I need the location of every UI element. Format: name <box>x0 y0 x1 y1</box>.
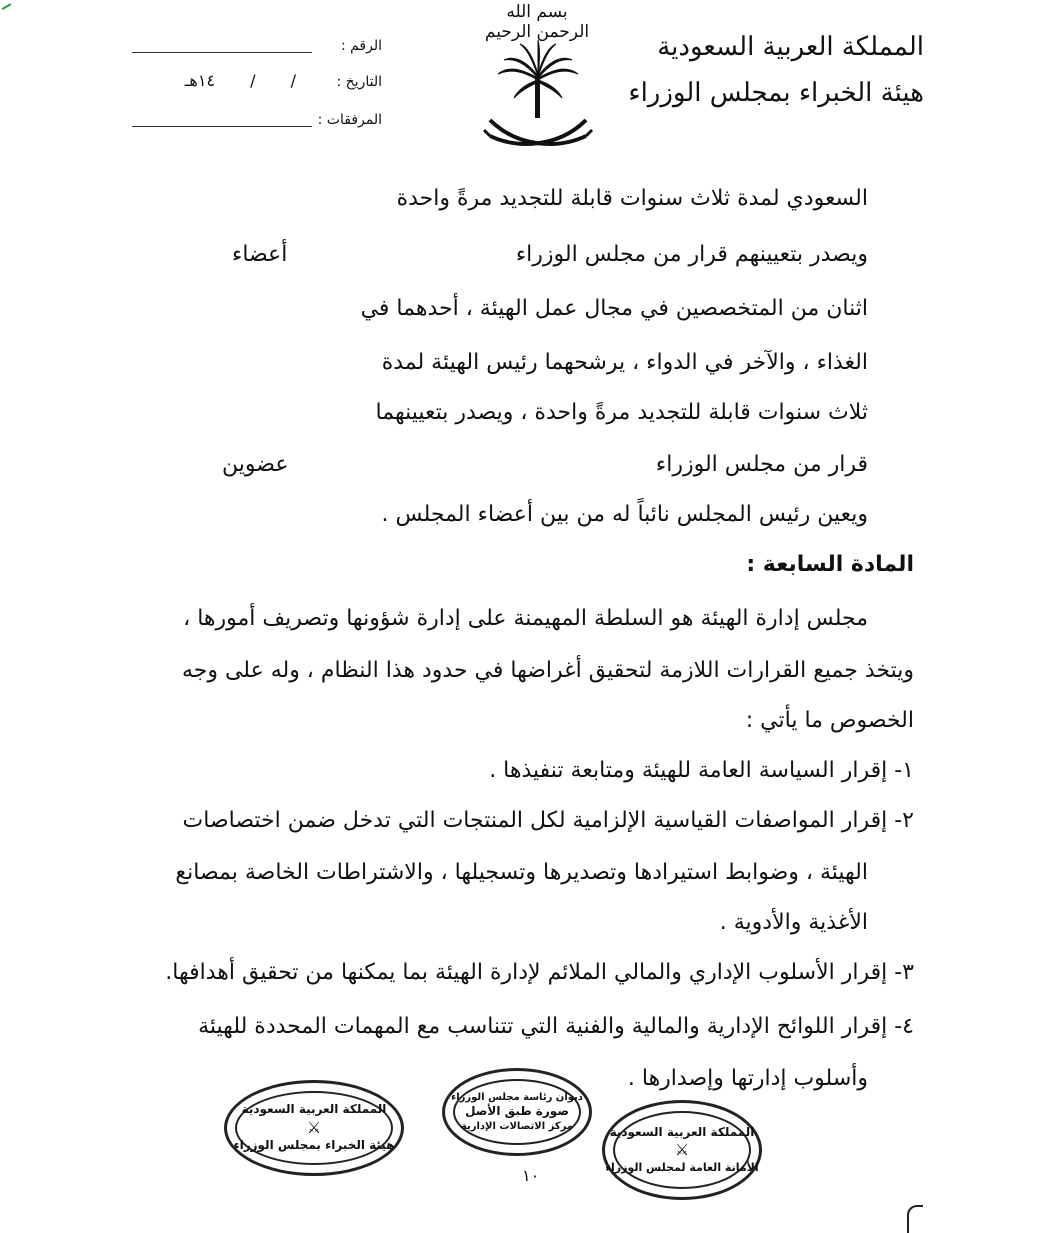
article-item-2: ٢- إقرار المواصفات القياسية الإلزامية لكل المنتجات التي تدخل ضمن اختصاصات <box>182 808 914 833</box>
stamp-left-bottom-text: هيئة الخبراء بمجلس الوزراء <box>233 1138 395 1153</box>
side-word-two-members: عضوين <box>222 452 289 477</box>
body-line-7: ويعين رئيس المجلس نائباً له من بين أعضاء المجلس . <box>381 502 868 527</box>
letterhead-country: المملكة العربية السعودية <box>657 32 924 62</box>
page-number: ١٠ <box>522 1166 540 1185</box>
reference-label: الرقم : <box>340 38 382 54</box>
attachments-field <box>132 108 382 134</box>
article-item-3: ٣- إقرار الأسلوب الإداري والمالي الملائم لإدارة الهيئة بما يمكنها من تحقيق أهدافها. <box>165 960 914 985</box>
stamp-right-top-text: المملكة العربية السعودية <box>609 1124 755 1139</box>
article-item-2-cont-1: الهيئة ، وضوابط استيرادها وتصديرها وتسجيلها ، والاشتراطات الخاصة بمصانع <box>175 860 868 885</box>
saudi-emblem-icon <box>480 38 596 154</box>
stamp-experts-commission <box>224 1080 404 1176</box>
article-line-2: ويتخذ جميع القرارات اللازمة لتحقيق أغراضها في حدود هذا النظام ، وله على وجه <box>181 658 914 683</box>
reference-blank-line <box>132 52 312 53</box>
body-line-2: ويصدر بتعيينهم قرار من مجلس الوزراء <box>515 242 868 267</box>
reference-number-field <box>132 34 382 60</box>
attachments-blank-line <box>132 126 312 127</box>
attachments-label: المرفقات : <box>317 112 382 128</box>
article-line-3: الخصوص ما يأتي : <box>745 708 914 733</box>
article-item-4: ٤- إقرار اللوائح الإدارية والمالية والفنية التي تتناسب مع المهمات المحددة للهيئة <box>198 1014 914 1039</box>
body-line-3: اثنان من المتخصصين في مجال عمل الهيئة ، أحدهما في <box>360 296 868 321</box>
body-line-6: قرار من مجلس الوزراء <box>655 452 868 477</box>
article-item-2-cont-2: الأغذية والأدوية . <box>719 910 868 935</box>
stamp-left-emblem-icon: ⚔ <box>306 1117 322 1137</box>
letterhead-organization: هيئة الخبراء بمجلس الوزراء <box>628 78 924 108</box>
article-heading: المادة السابعة : <box>746 552 914 577</box>
stamp-right-bottom-text: الأمانة العامة لمجلس الوزراء <box>605 1161 759 1175</box>
article-item-4-cont: وأسلوب إدارتها وإصدارها . <box>627 1066 868 1091</box>
stamp-middle-center-text: صورة طبق الأصل <box>465 1104 569 1119</box>
stamp-middle-bottom-text: مركز الاتصالات الإدارية <box>460 1120 574 1132</box>
stamp-general-secretariat <box>602 1100 762 1200</box>
article-line-1: مجلس إدارة الهيئة هو السلطة المهيمنة على إدارة شؤونها وتصريف أمورها ، <box>183 606 868 631</box>
corner-mark <box>907 1205 923 1233</box>
body-line-1: السعودي لمدة ثلاث سنوات قابلة للتجديد مرةً واحدة <box>396 186 868 211</box>
stamp-middle-top-text: ديوان رئاسة مجلس الوزراء <box>451 1092 583 1104</box>
stamp-left-top-text: المملكة العربية السعودية <box>241 1102 387 1116</box>
green-tick-mark <box>0 0 11 10</box>
stamp-true-copy <box>442 1068 592 1156</box>
article-item-1: ١- إقرار السياسة العامة للهيئة ومتابعة تنفيذها . <box>489 758 914 783</box>
body-line-5: ثلاث سنوات قابلة للتجديد مرةً واحدة ، ويصدر بتعيينهما <box>375 400 868 425</box>
side-word-members: أعضاء <box>232 242 288 267</box>
stamp-right-emblem-icon: ⚔ <box>674 1140 690 1160</box>
date-value: / / ١٤هـ <box>184 71 296 90</box>
date-label: التاريخ : <box>336 74 382 90</box>
date-field <box>132 70 382 96</box>
body-line-4: الغذاء ، والآخر في الدواء ، يرشحهما رئيس الهيئة لمدة <box>381 350 868 375</box>
basmala: بسم الله الرحمن الرحيم <box>484 2 590 42</box>
